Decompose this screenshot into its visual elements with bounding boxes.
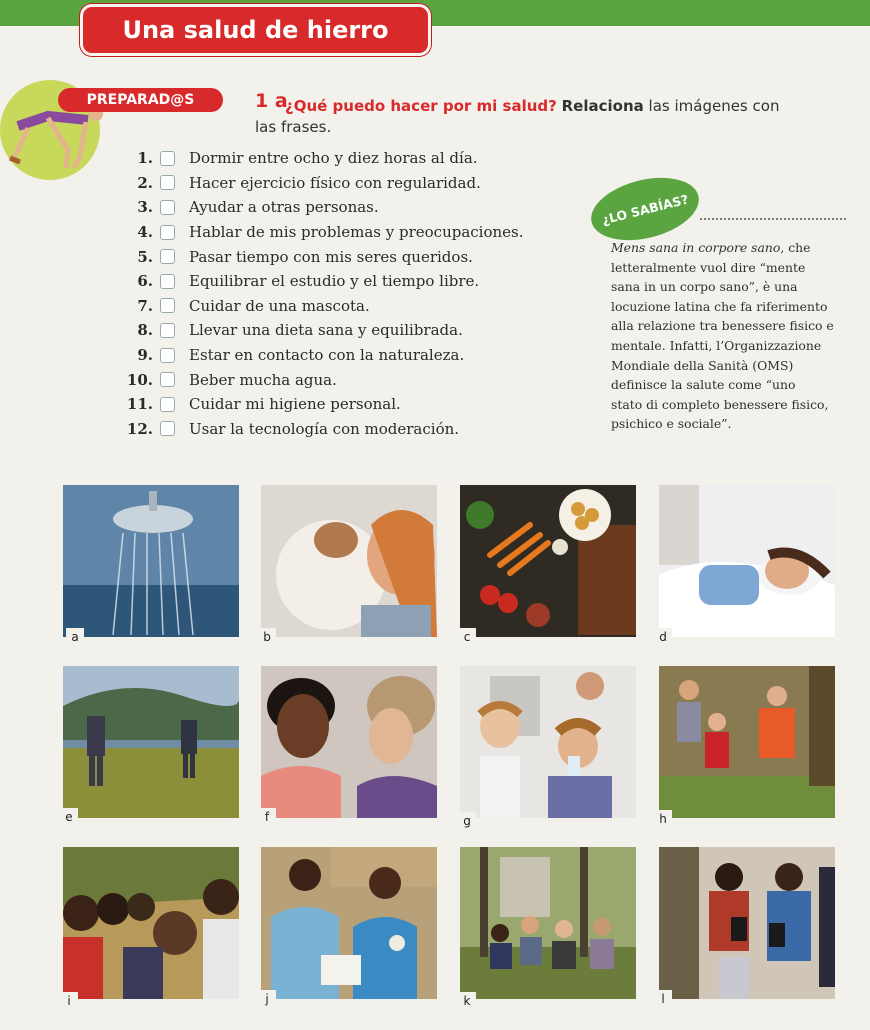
sentence-item <box>115 269 524 294</box>
sentence-item <box>115 417 524 442</box>
lo-sabias-line: mentale. Infatti, l’Organizzazione <box>611 337 822 353</box>
sleeping-photo <box>659 485 835 637</box>
answer-checkbox[interactable] <box>160 298 175 313</box>
photo-label: a <box>66 628 84 646</box>
sentence-text: Cuidar mi higiene personal. <box>189 395 401 414</box>
phones-crowd-photo <box>659 847 835 999</box>
page-title-text: Una salud de hierro <box>122 16 389 44</box>
vegetables-photo <box>460 485 636 637</box>
sentence-text: Hablar de mis problemas y preocupaciones. <box>189 223 524 242</box>
lo-sabias-line: alla relazione tra benessere fisico e <box>611 318 834 334</box>
photo-label: h <box>654 810 672 828</box>
sentence-number: 9. <box>137 346 153 365</box>
shower-photo <box>63 485 239 637</box>
answer-checkbox[interactable] <box>160 200 175 215</box>
lo-sabias-line: , che <box>780 240 811 255</box>
answer-checkbox[interactable] <box>160 175 175 190</box>
answer-checkbox[interactable] <box>160 421 175 436</box>
exercise-instruction-rest: las imágenes con <box>643 97 780 115</box>
hiking-photo <box>63 666 239 818</box>
exercise-verb: Relaciona <box>561 97 644 115</box>
sentence-item <box>115 220 524 245</box>
photo-label: e <box>60 808 78 826</box>
preparados-label: PREPARAD@S <box>58 88 223 112</box>
page-title <box>80 4 431 56</box>
photo-label: b <box>258 628 276 646</box>
photo-label: c <box>458 628 476 646</box>
conversation-photo <box>261 666 437 818</box>
sentence-text: Cuidar de una mascota. <box>189 296 370 315</box>
sentence-number: 11. <box>126 395 153 414</box>
sentence-item <box>115 343 524 368</box>
lo-sabias-line: stato di completo benessere fisico, <box>611 396 829 412</box>
girl-dog-photo <box>261 485 437 637</box>
lo-sabias-line: sana in un corpo sano”, è una <box>611 279 798 295</box>
sentence-number: 6. <box>137 272 153 291</box>
answer-checkbox[interactable] <box>160 323 175 338</box>
sentence-text: Dormir entre ocho y diez horas al día. <box>189 149 478 168</box>
sentence-text: Llevar una dieta sana y equilibrada. <box>189 321 463 340</box>
exercise-instruction <box>285 92 845 120</box>
sentence-number: 4. <box>137 223 153 242</box>
drinking-water-photo <box>460 666 636 818</box>
studying-park-photo <box>460 847 636 999</box>
sentence-text: Usar la tecnología con moderación. <box>189 419 460 438</box>
sentence-item <box>115 318 524 343</box>
photo-label: k <box>458 992 476 1010</box>
sentence-text: Equilibrar el estudio y el tiempo libre. <box>189 272 480 291</box>
sentence-text: Hacer ejercicio físico con regularidad. <box>189 173 481 192</box>
sentence-number: 3. <box>137 198 153 217</box>
photo-label: l <box>654 990 672 1008</box>
sentence-item <box>115 392 524 417</box>
running-family-photo <box>659 666 835 818</box>
lo-sabias-line: letteralmente vuol dire “mente <box>611 259 806 275</box>
sentence-list <box>115 146 524 441</box>
sentence-text: Pasar tiempo con mis seres queridos. <box>189 247 473 266</box>
sentence-number: 2. <box>137 173 153 192</box>
photo-label: i <box>60 992 78 1010</box>
lo-sabias-line: locuzione latina che fa riferimento <box>611 298 828 314</box>
answer-checkbox[interactable] <box>160 397 175 412</box>
sentence-item <box>115 294 524 319</box>
sentence-number: 5. <box>137 247 153 266</box>
lo-sabias-text <box>611 238 856 434</box>
sentence-number: 8. <box>137 321 153 340</box>
volunteers-photo <box>261 847 437 999</box>
lo-sabias-divider <box>700 218 846 220</box>
exercise-number: 1 a <box>255 90 288 112</box>
sentence-item <box>115 171 524 196</box>
answer-checkbox[interactable] <box>160 372 175 387</box>
photo-label: g <box>458 812 476 830</box>
lo-sabias-line: psichico e sociale”. <box>611 416 732 432</box>
answer-checkbox[interactable] <box>160 348 175 363</box>
answer-checkbox[interactable] <box>160 225 175 240</box>
sentence-number: 12. <box>126 419 153 438</box>
exercise-instruction-cont: las frases. <box>255 118 332 136</box>
answer-checkbox[interactable] <box>160 249 175 264</box>
sentence-number: 10. <box>126 370 153 389</box>
sentence-number: 7. <box>137 296 153 315</box>
photo-label: j <box>258 990 276 1008</box>
lo-sabias-badge: ¿LO SABÍAS? <box>585 168 706 251</box>
family-group-photo <box>63 847 239 999</box>
lo-sabias-italic: Mens sana in corpore sano <box>611 240 781 255</box>
sentence-item <box>115 244 524 269</box>
photo-label: f <box>258 808 276 826</box>
answer-checkbox[interactable] <box>160 274 175 289</box>
exercise-question: ¿Qué puedo hacer por mi salud? <box>285 97 557 115</box>
sentence-item <box>115 195 524 220</box>
lo-sabias-line: definisce la salute come “uno <box>611 377 796 393</box>
runner-icon <box>8 106 108 176</box>
photo-label: d <box>654 628 672 646</box>
sentence-text: Estar en contacto con la naturaleza. <box>189 346 465 365</box>
sentence-text: Ayudar a otras personas. <box>189 198 379 217</box>
answer-checkbox[interactable] <box>160 151 175 166</box>
lo-sabias-line: Mondiale della Sanità (OMS) <box>611 357 794 373</box>
sentence-item <box>115 146 524 171</box>
sentence-item <box>115 367 524 392</box>
sentence-text: Beber mucha agua. <box>189 370 337 389</box>
sentence-number: 1. <box>137 149 153 168</box>
